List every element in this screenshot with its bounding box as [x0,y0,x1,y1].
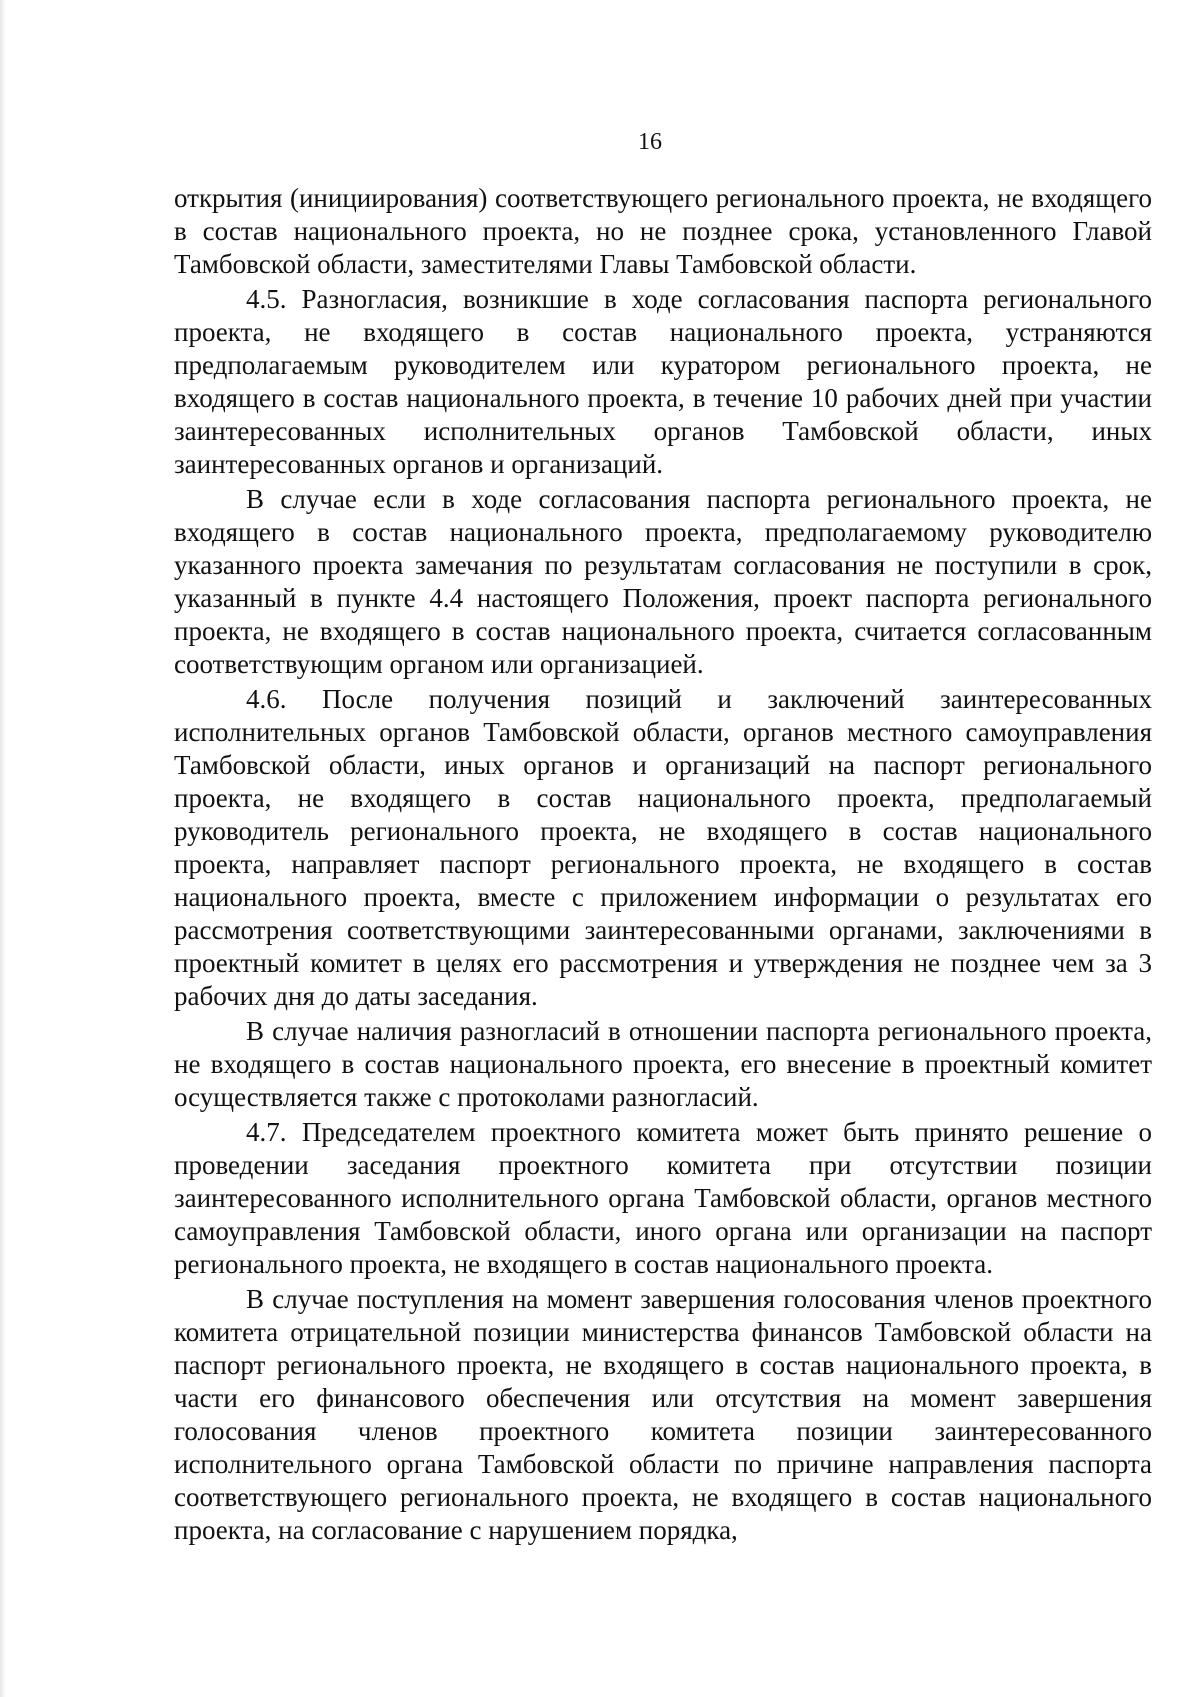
paragraph-continuation: открытия (инициирования) соответствующего регионального проекта, не входящего в состав национального проекта, но не позднее срока, установленного Главой Тамбовской области, заместителями Главы Тамбовской области. [174,183,1152,279]
paragraph-4-6-disagreements: В случае наличия разногласий в отношении паспорта регионального проекта, не входящего в состав национального проекта, его внесение в проектный комитет осуществляется также с протоколами разногласий. [174,1016,1152,1112]
paragraph-4-5-approval: В случае если в ходе согласования паспорта регионального проекта, не входящего в состав национального проекта, предполагаемому руководителю указанного проекта замечания по результатам согласования не поступили в срок, указанный в пункте 4.4 настоящего Положения, проект паспорта регионального проекта, не входящего в состав национального проекта, считается согласованным соответствующим органом или организацией. [174,484,1152,679]
paragraph-4-6: 4.6. После получения позиций и заключений заинтересованных исполнительных органов Тамбовской области, органов местного самоуправления Тамбовской области, иных органов и организаций на паспорт регионального проекта, не входящего в состав национального проекта, предполагаемый руководитель регионального проекта, не входящего в состав национального проекта, направляет паспорт регионального проекта, не входящего в состав национального проекта, вместе с приложением информации о результатах его рассмотрения соответствующими заинтересованными органами, заключениями в проектный комитет в целях его рассмотрения и утверждения не позднее чем за 3 рабочих дня до даты заседания. [174,684,1152,1011]
document-body [174,182,1152,1547]
paragraph-4-5: 4.5. Разногласия, возникшие в ходе согласования паспорта регионального проекта, не входящего в состав национального проекта, устраняются предполагаемым руководителем или куратором регионального проекта, не входящего в состав национального проекта, в течение 10 рабочих дней при участии заинтересованных исполнительных органов Тамбовской области, иных заинтересованных органов и организаций. [174,284,1152,479]
scan-edge [0,0,6,1697]
paragraph-4-7-voting: В случае поступления на момент завершения голосования членов проектного комитета отрицательной позиции министерства финансов Тамбовской области на паспорт регионального проекта, не входящего в состав национального проекта, в части его финансового обеспечения или отсутствия на момент завершения голосования членов проектного комитета позиции заинтересованного исполнительного органа Тамбовской области по причине направления паспорта соответствующего регионального проекта, не входящего в состав национального проекта, на согласование с нарушением порядка, [174,1284,1152,1545]
paragraph-4-7: 4.7. Председателем проектного комитета может быть принято решение о проведении заседания проектного комитета при отсутствии позиции заинтересованного исполнительного органа Тамбовской области, органов местного самоуправления Тамбовской области, иного органа или организации на паспорт регионального проекта, не входящего в состав национального проекта. [174,1117,1152,1279]
page-number: 16 [638,129,662,155]
